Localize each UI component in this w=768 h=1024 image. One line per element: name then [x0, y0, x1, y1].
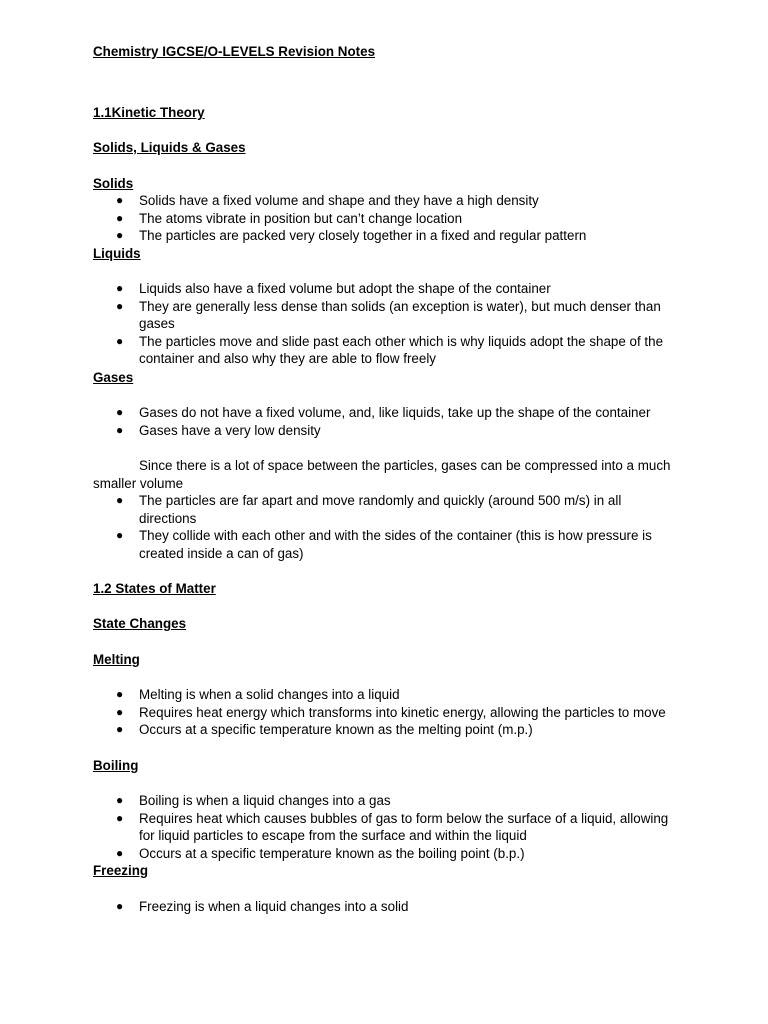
- bullet-text: The particles are far apart and move randomly and quickly (around 500 m/s) in all directions: [139, 493, 622, 526]
- solids-bullet-list: [0, 192, 768, 245]
- list-item: [0, 845, 768, 863]
- freezing-bullet-list: [0, 898, 768, 916]
- bullet-text: They collide with each other and with the sides of the container (this is how pressure is created inside a can of gas): [139, 528, 652, 561]
- section-heading-states-of-matter: 1.2 States of Matter: [93, 581, 216, 596]
- subheading-state-changes: State Changes: [93, 616, 187, 631]
- bullet-icon: ●: [116, 704, 124, 719]
- list-item: [0, 721, 768, 739]
- bullet-icon: ●: [116, 333, 124, 348]
- list-item: [0, 898, 768, 916]
- gases-bullet-list-top: [0, 404, 768, 439]
- list-item: [0, 280, 768, 298]
- list-item: [0, 298, 768, 333]
- bullet-icon: ●: [116, 493, 124, 507]
- list-item: [0, 422, 768, 440]
- bullet-text: The atoms vibrate in position but can’t change location: [139, 210, 463, 226]
- melting-bullet-list: [0, 686, 768, 739]
- heading-gases: Gases: [93, 370, 134, 385]
- bullet-text: Solids have a fixed volume and shape and they have a high density: [139, 193, 539, 208]
- bullet-text: They are generally less dense than solids (an exception is water), but much denser than gases: [139, 298, 661, 332]
- list-item: [0, 192, 768, 210]
- bullet-text: Requires heat which causes bubbles of gas to form below the surface of a liquid, allowing for liquid particles to escape from the surface and within the liquid: [139, 810, 669, 844]
- bullet-text: The particles move and slide past each other which is why liquids adopt the shape of the container and also why they are able to flow freely: [139, 333, 664, 367]
- bullet-icon: ●: [116, 422, 124, 437]
- bullet-icon: ●: [116, 210, 124, 225]
- bullet-text: Occurs at a specific temperature known as the melting point (m.p.): [139, 722, 533, 738]
- list-item: [0, 704, 768, 722]
- bullet-icon: ●: [116, 193, 124, 207]
- list-item: [0, 792, 768, 810]
- gases-bullet-list-bottom: [0, 492, 768, 562]
- heading-freezing: Freezing: [93, 863, 149, 878]
- document-title: Chemistry IGCSE/O-LEVELS Revision Notes: [93, 44, 376, 59]
- gases-compression-note: Since there is a lot of space between the particles, gases can be compressed into a much smaller volume: [93, 458, 671, 491]
- bullet-icon: ●: [116, 845, 124, 860]
- list-item: [0, 810, 768, 845]
- bullet-icon: ●: [116, 899, 124, 913]
- list-item: [0, 492, 768, 527]
- heading-liquids: Liquids: [93, 246, 141, 261]
- subheading-solids-liquids-gases: Solids, Liquids & Gases: [93, 140, 246, 155]
- liquids-bullet-list: [0, 280, 768, 368]
- heading-melting: Melting: [93, 652, 140, 667]
- bullet-icon: ●: [116, 281, 124, 295]
- heading-solids: Solids: [93, 176, 134, 191]
- bullet-text: Melting is when a solid changes into a liquid: [139, 687, 400, 702]
- bullet-icon: ●: [116, 793, 124, 807]
- list-item: [0, 404, 768, 422]
- bullet-icon: ●: [116, 405, 124, 419]
- section-heading-kinetic-theory: 1.1Kinetic Theory: [93, 105, 205, 120]
- bullet-text: Requires heat energy which transforms into kinetic energy, allowing the particles to move: [139, 704, 666, 720]
- list-item: [0, 227, 768, 245]
- list-item: [0, 527, 768, 562]
- bullet-text: Gases have a very low density: [139, 422, 321, 438]
- list-item: [0, 686, 768, 704]
- bullet-text: Gases do not have a fixed volume, and, like liquids, take up the shape of the container: [139, 405, 651, 420]
- bullet-text: Boiling is when a liquid changes into a gas: [139, 793, 391, 808]
- bullet-icon: ●: [116, 687, 124, 701]
- bullet-icon: ●: [116, 298, 124, 313]
- bullet-icon: ●: [116, 810, 124, 825]
- bullet-icon: ●: [116, 722, 124, 737]
- bullet-icon: ●: [116, 528, 124, 543]
- heading-boiling: Boiling: [93, 758, 139, 773]
- bullet-text: Occurs at a specific temperature known as the boiling point (b.p.): [139, 845, 525, 861]
- bullet-text: Freezing is when a liquid changes into a solid: [139, 899, 409, 914]
- list-item: [0, 333, 768, 368]
- list-item: [0, 210, 768, 228]
- bullet-text: Liquids also have a fixed volume but adopt the shape of the container: [139, 281, 551, 296]
- bullet-text: The particles are packed very closely together in a fixed and regular pattern: [139, 228, 587, 244]
- bullet-icon: ●: [116, 228, 124, 243]
- boiling-bullet-list: [0, 792, 768, 862]
